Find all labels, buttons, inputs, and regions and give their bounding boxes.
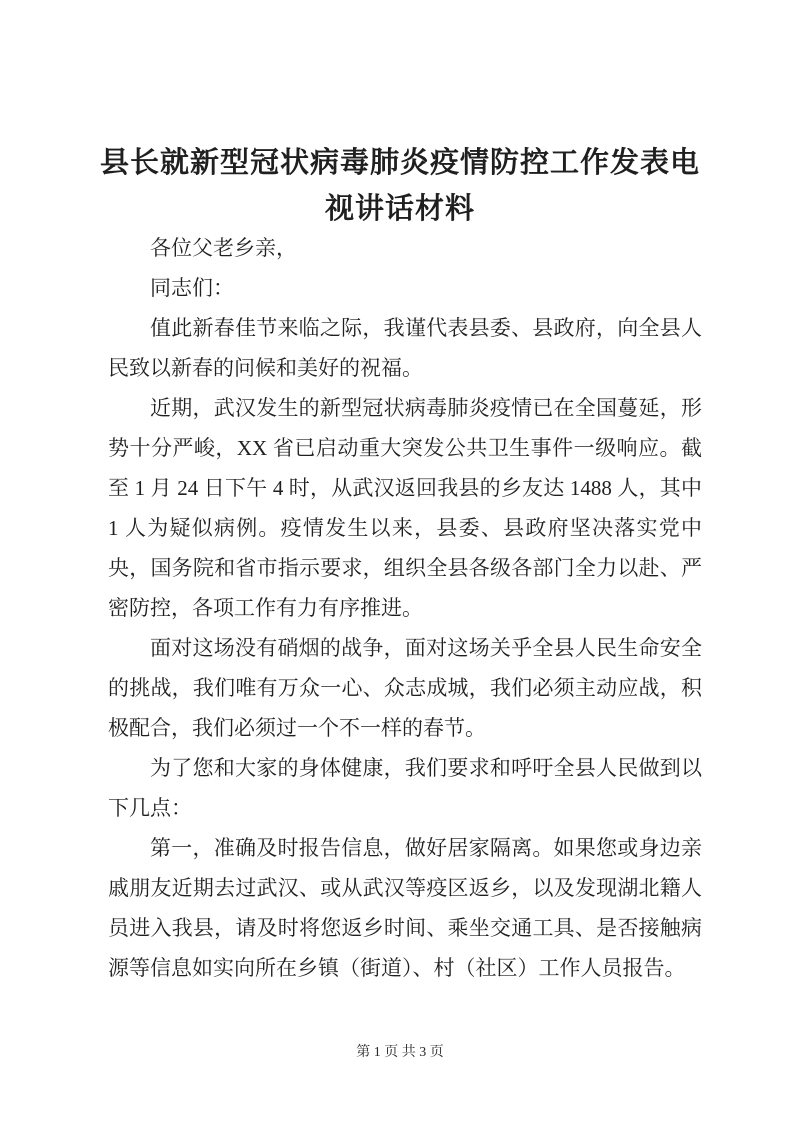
document-body: [108, 228, 702, 988]
paragraph: 第一，准确及时报告信息，做好居家隔离。如果您或身边亲戚朋友近期去过武汉、或从武汉等疫区返乡，以及发现湖北籍人员进入我县，请及时将您返乡时间、乘坐交通工具、是否接触病源等信息如实向所在乡镇（街道）、村（社区）工作人员报告。: [108, 836, 702, 980]
paragraph: 值此新春佳节来临之际，我谨代表县委、县政府，向全县人民致以新春的问候和美好的祝福。: [108, 316, 702, 380]
paragraph: 各位父老乡亲，: [150, 236, 297, 260]
paragraph: 同志们：: [150, 276, 234, 300]
page-number-indicator: 第 1 页 共 3 页: [356, 1045, 444, 1060]
paragraph: 为了您和大家的身体健康，我们要求和呼吁全县人民做到以下几点：: [108, 756, 702, 820]
document-title: 县长就新型冠状病毒肺炎疫情防控工作发表电视讲话材料: [100, 147, 701, 225]
paragraph: 近期，武汉发生的新型冠状病毒肺炎疫情已在全国蔓延，形势十分严峻，XX 省已启动重大突发公共卫生事件一级响应。截至 1 月 24 日下午 4 时，从武汉返回我县的乡友达 1488 人，其中 1 人为疑似病例。疫情发生以来，县委、县政府坚决落实党中央，国务院和省市指示要求，组织全县各级各部门全力以赴、严密防控，各项工作有力有序推进。: [108, 396, 702, 620]
page-footer: [0, 1041, 800, 1061]
paragraph: 面对这场没有硝烟的战争，面对这场关乎全县人民生命安全的挑战，我们唯有万众一心、众志成城，我们必须主动应战，积极配合，我们必须过一个不一样的春节。: [108, 636, 702, 740]
